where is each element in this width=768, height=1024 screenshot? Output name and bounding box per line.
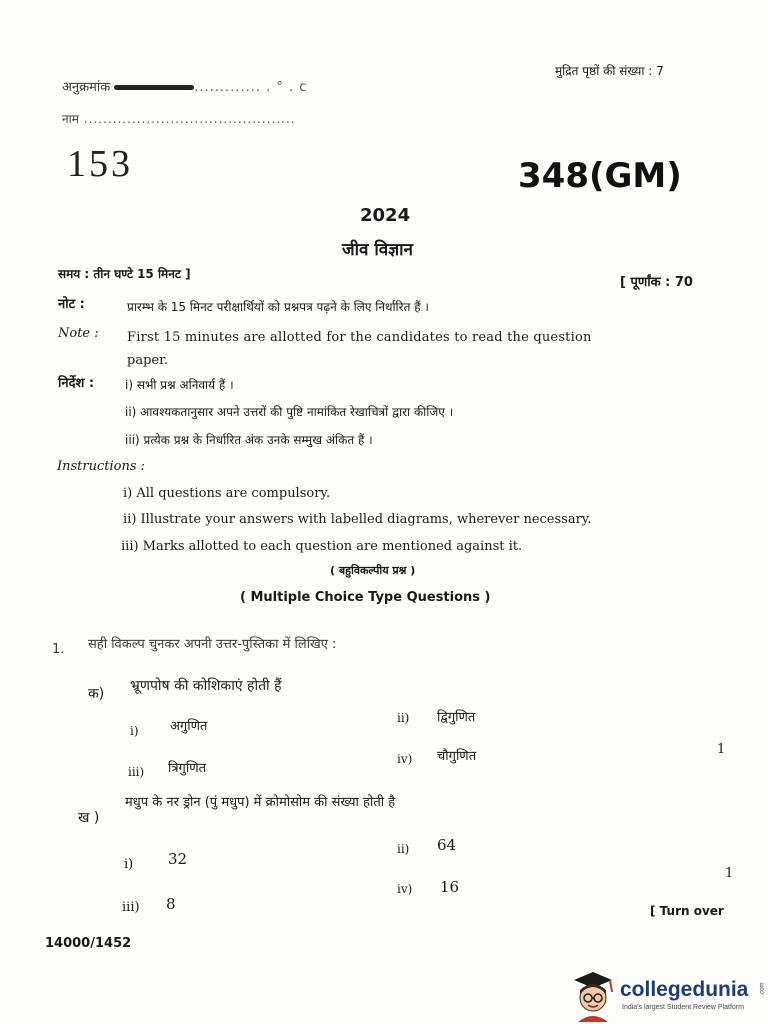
part-kha-option-2-text: 64 <box>437 836 457 854</box>
part-ka-option-4-text: चौगुणित <box>437 749 477 764</box>
note-label-hindi: नोट : <box>58 297 85 312</box>
part-kha-option-3-text: 8 <box>166 895 176 913</box>
question-1-instruction: सही विकल्प चुनकर अपनी उत्तर-पुस्तिका में लिखिए : <box>88 637 337 652</box>
roll-number-scribble <box>114 85 194 90</box>
instruction-hindi-3: iii) प्रत्येक प्रश्न के निर्धारित अंक उनके सम्मुख अंकित हैं । <box>125 433 373 447</box>
part-ka-option-3-label: iii) <box>128 765 145 779</box>
collegedunia-tagline: India's largest Student Review Platform <box>622 1004 744 1011</box>
note-text-english-line1: First 15 minutes are allotted for the candidates to read the question <box>127 330 592 345</box>
part-ka-option-2-text: द्विगुणित <box>437 710 476 725</box>
part-ka-question: भ्रूणपोष की कोशिकाएं होती हैं <box>130 678 282 694</box>
turn-over-label: [ Turn over <box>650 904 724 918</box>
printed-pages-count: मुद्रित पृष्ठों की संख्या : 7 <box>555 64 664 78</box>
instruction-english-1: i) All questions are compulsory. <box>123 486 331 501</box>
roll-number-label: अनुक्रमांक <box>62 80 111 95</box>
exam-time: समय : तीन घण्टे 15 मिनट ] <box>58 267 191 281</box>
note-text-english-line2: paper. <box>127 353 169 368</box>
instructions-label-hindi: निर्देश : <box>58 376 95 391</box>
instruction-english-3: iii) Marks allotted to each question are mentioned against it. <box>121 539 523 554</box>
part-kha-option-4-text: 16 <box>440 878 460 896</box>
subject-title: जीव विज्ञान <box>342 240 413 260</box>
instruction-hindi-2: ii) आवश्यकतानुसार अपने उत्तरों की पुष्टि नामांकित रेखाचित्रों द्वारा कीजिए । <box>125 405 454 419</box>
section-heading-english: ( Multiple Choice Type Questions ) <box>240 590 491 605</box>
part-ka-option-4-label: iv) <box>397 752 413 766</box>
instruction-hindi-1: i) सभी प्रश्न अनिवार्य हैं । <box>125 378 234 392</box>
part-ka-marks: 1 <box>717 742 726 757</box>
roll-number-field: अनुक्रमांक ............. . ° . c <box>62 80 308 95</box>
part-kha-option-1-text: 32 <box>168 850 188 868</box>
collegedunia-brand: collegedunia <box>620 978 749 1001</box>
part-ka-option-2-label: ii) <box>397 711 410 725</box>
part-ka-option-1-label: i) <box>130 724 139 738</box>
section-heading-hindi: ( बहुविकल्पीय प्रश्न ) <box>330 564 416 577</box>
paper-code: 348(GM) <box>518 156 682 196</box>
part-kha-question: मधुप के नर ड्रोन (पुं मधुप) में क्रोमोसोम की संख्या होती है <box>125 795 396 810</box>
part-kha-option-1-label: i) <box>124 857 134 872</box>
exam-year: 2024 <box>360 205 411 226</box>
collegedunia-dotcom: .com <box>759 982 766 996</box>
instructions-label-english: Instructions : <box>57 459 146 474</box>
part-ka-option-1-text: अगुणित <box>170 719 208 734</box>
name-field: नाम ............................................ <box>62 112 296 126</box>
part-kha-marks: 1 <box>725 866 734 881</box>
student-mascot-icon <box>570 966 616 1022</box>
note-text-hindi: प्रारम्भ के 15 मिनट परीक्षार्थियों को प्रश्नपत्र पढ़ने के लिए निर्धारित हैं । <box>127 300 429 314</box>
page-number: 153 <box>67 143 133 185</box>
note-label-english: Note : <box>58 326 99 341</box>
part-ka-option-3-text: त्रिगुणित <box>168 761 207 776</box>
collegedunia-watermark <box>570 966 766 1022</box>
part-kha-option-3-label: iii) <box>122 900 140 915</box>
instruction-english-2: ii) Illustrate your answers with labelled diagrams, wherever necessary. <box>123 512 592 527</box>
part-kha-label: ख ) <box>78 810 100 826</box>
max-marks: [ पूर्णांक : 70 <box>620 275 693 290</box>
part-ka-label: क) <box>88 686 105 702</box>
paper-serial-code: 14000/1452 <box>45 936 132 951</box>
part-kha-option-4-label: iv) <box>397 882 413 896</box>
question-1-number: 1. <box>52 642 65 657</box>
name-label: नाम <box>62 112 79 126</box>
part-kha-option-2-label: ii) <box>397 842 410 856</box>
